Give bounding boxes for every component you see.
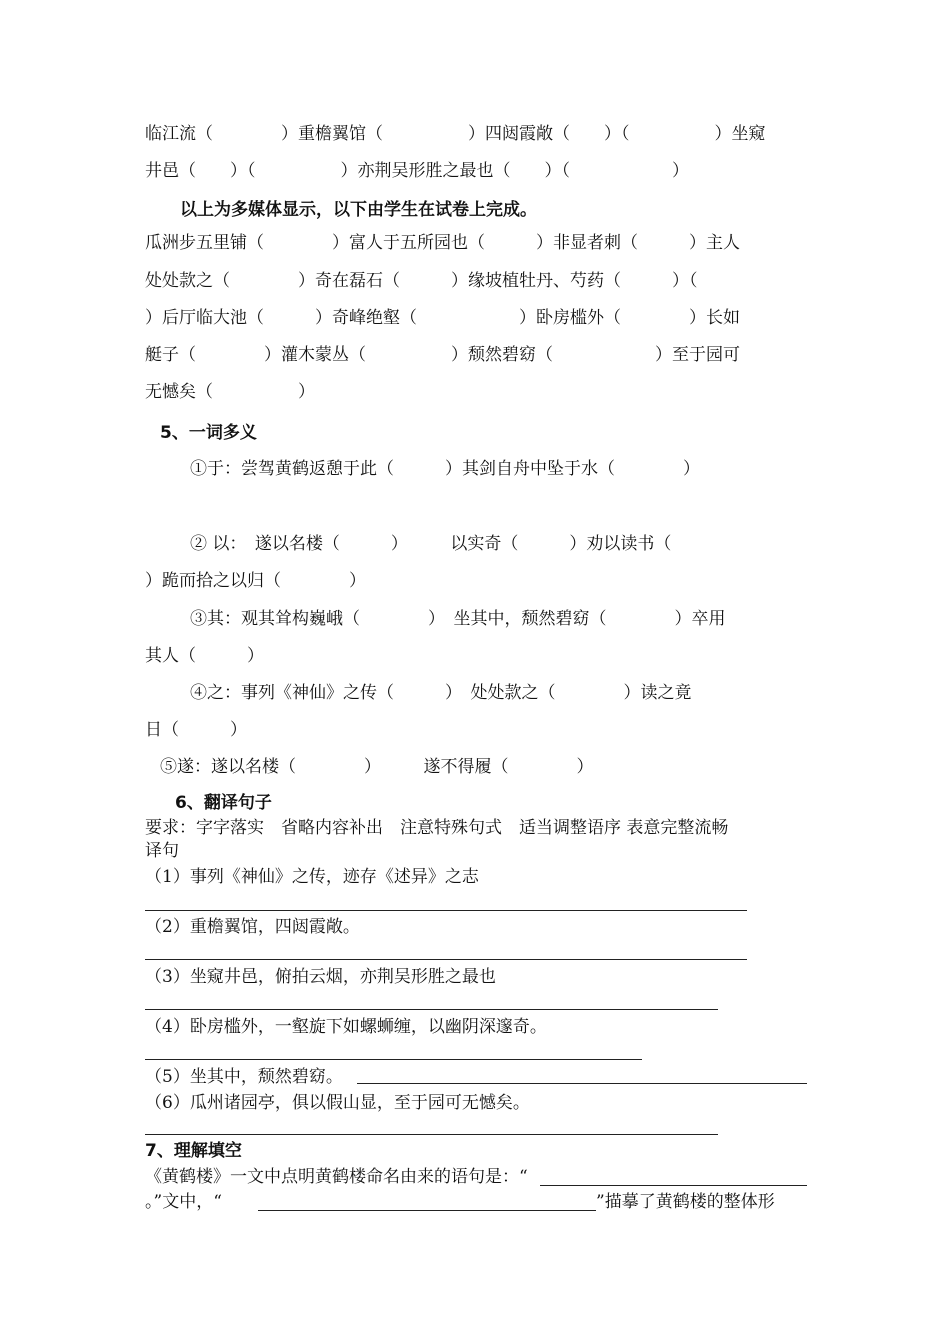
section7-heading: 7、理解填空 [145,1141,242,1161]
section6-heading: 6、翻译句子 [175,793,272,813]
answer-line-6[interactable] [145,1134,718,1135]
section4-line1: 临江流（ ）重檐翼馆（ ）四闼霞敞（ ）（ ）坐窥 [145,124,766,144]
translate-sentence-3: （3）坐窥井邑，俯拍云烟，亦荆吴形胜之最也 [145,967,496,987]
section4-line3: 瓜洲步五里铺（ ）富人于五所园也（ ）非显者刺（ ）主人 [145,233,740,253]
section4-line4: 处处款之（ ）奇在磊石（ ）缘坡植牡丹、芍药（ ）（ [145,271,698,291]
answer-line-3[interactable] [145,1009,718,1010]
translate-sentence-1: （1）事列《神仙》之传，迹存《述异》之志 [145,867,479,887]
translate-sentence-5: （5）坐其中，颓然碧窈。 [145,1067,343,1087]
translate-sentence-4: （4）卧房槛外，一壑旋下如螺蛳缠，以幽阴深邃奇。 [145,1017,547,1037]
answer-line-5[interactable] [357,1083,807,1084]
section5-item5: ⑤遂：遂以名楼（ ） 遂不得履（ ） [160,757,594,777]
answer-line-1[interactable] [145,910,747,911]
section7-line1: 《黄鹤楼》一文中点明黄鹤楼命名由来的语句是：“ [145,1167,528,1187]
section4-line7: 无憾矣（ ） [145,382,315,402]
section5-item3-cont: 其人（ ） [145,646,264,666]
section5-item2: ② 以： 遂以名楼（ ） 以实奇（ ）劝以读书（ [190,534,672,554]
section5-item4-cont: 日（ ） [145,720,247,740]
section5-item4: ④之：事列《神仙》之传（ ） 处处款之（ ）读之竟 [190,683,692,703]
answer-blank-naming-sentence[interactable] [540,1185,807,1186]
answer-line-4[interactable] [145,1059,642,1060]
answer-line-2[interactable] [145,959,747,960]
section4-line6: 艇子（ ）灌木蒙丛（ ）颓然碧窈（ ）至于园可 [145,345,740,365]
section6-requirements-cont: 译句 [145,841,179,861]
translate-sentence-2: （2）重檐翼馆，四闼霞敞。 [145,917,360,937]
section5-item1: ①于：尝驾黄鹤返憩于此（ ）其剑自舟中坠于水（ ） [190,459,700,479]
translate-sentence-6: （6）瓜州诸园亭，俱以假山显，至于园可无憾矣。 [145,1093,530,1113]
section5-item3: ③其：观其耸构巍峨（ ） 坐其中，颓然碧窈（ ）卒用 [190,609,726,629]
section6-requirements: 要求：字字落实 省略内容补出 注意特殊句式 适当调整语序 表意完整流畅 [145,818,729,838]
section7-line2-end: ”描摹了黄鹤楼的整体形 [596,1192,775,1212]
section4-line2: 井邑（ ）（ ）亦荆吴形胜之最也（ ）（ ） [145,161,689,181]
section4-line5: ）后厅临大池（ ）奇峰绝壑（ ）卧房槛外（ ）长如 [145,308,740,328]
answer-blank-description[interactable] [258,1210,596,1211]
section5-item2-cont: ）跪而拾之以归（ ） [145,571,366,591]
section7-line2-start: 。”文中，“ [145,1192,222,1212]
section4-note: 以上为多媒体显示，以下由学生在试卷上完成。 [180,200,537,220]
section5-heading: 5、一词多义 [160,423,257,443]
